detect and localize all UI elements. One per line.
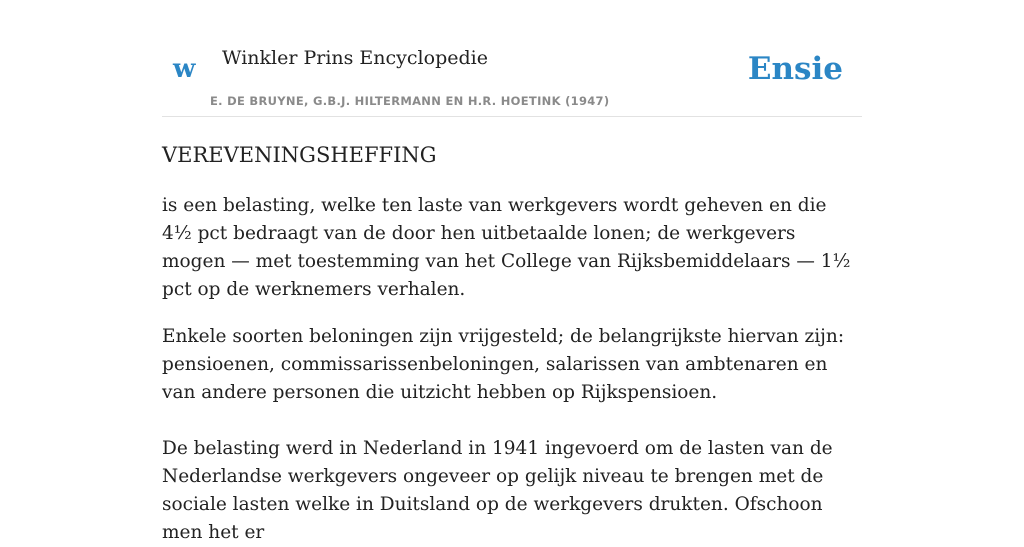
article-paragraph-1: is een belasting, welke ten laste van werkgevers wordt geheven en die 4½ pct bedraagt van de door hen uitbetaalde lonen; de werkgevers mogen — met toestemming van het College van Rijksbemiddelaars — 1½ pct op de werknemers verhalen.	[162, 195, 851, 300]
publication-title[interactable]: Winkler Prins Encyclopedie	[222, 47, 488, 69]
article-title: VEREVENINGSHEFFING	[162, 143, 437, 167]
ensie-brand-logo[interactable]: Ensie	[747, 51, 843, 87]
publication-authors: E. DE BRUYNE, G.B.J. HILTERMANN EN H.R. HOETINK (1947)	[210, 94, 610, 108]
article-body	[162, 140, 862, 547]
site-header	[162, 0, 862, 117]
article-paragraph-2: Enkele soorten beloningen zijn vrijgesteld; de belangrijkste hiervan zijn: pensioenen, commissarissenbeloningen, salarissen van ambtenaren en van andere personen die uitzicht hebben op Rijkspensioen.	[162, 326, 845, 403]
winkler-prins-logo-icon[interactable]: w	[173, 54, 196, 84]
article-paragraph-3: De belasting werd in Nederland in 1941 ingevoerd om de lasten van de Nederlandse werkgevers ongeveer op gelijk niveau te brengen met de sociale lasten welke in Duitsland op de werkgevers drukten. Ofschoon men het er	[162, 438, 833, 543]
